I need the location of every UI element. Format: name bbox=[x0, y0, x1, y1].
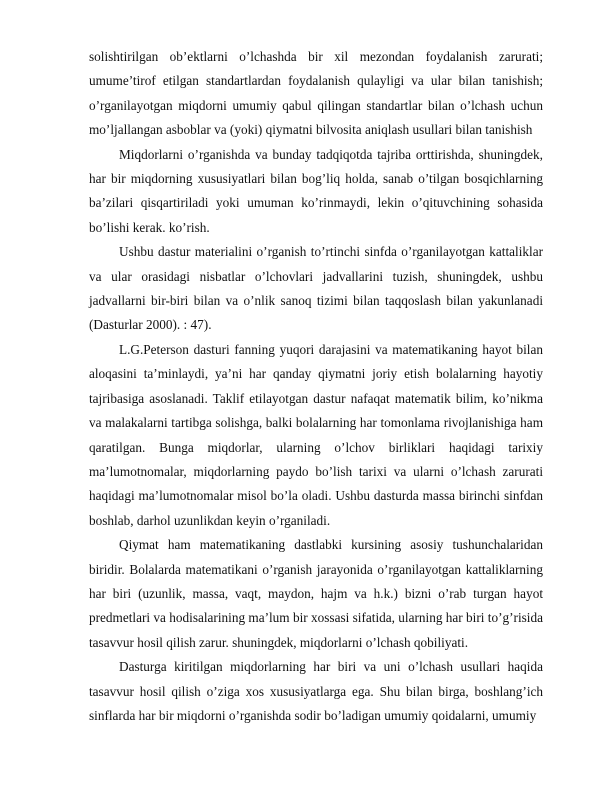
paragraph-5: Qiymat ham matematikaning dastlabki kursining asosiy tushunchalaridan biridir. Bolalarda matematikani o’rganish jarayonida o’rganilayotgan kattaliklarning har biri (uzunlik, massa, vaqt, maydon, hajm va h.k.) bizni o’rab turgan hayot predmetlari va hodisalarining ma’lum bir xossasi sifatida, ularning har biri to’g’risida tasavvur hosil qilish zarur. shuningdek, miqdorlarni o’lchash qobiliyati. bbox=[89, 537, 543, 650]
paragraph-2: Miqdorlarni o’rganishda va bunday tadqiqotda tajriba orttirishda, shuningdek, har bir miqdorning xususiyatlari bilan bog’liq holda, sanab o’tilgan bosqichlarning ba’zilari qisqartiriladi yoki umuman ko’rinmaydi, lekin o’qituvchining sohasida bo’lishi kerak. ko’rish. bbox=[89, 146, 543, 235]
paragraph-1: solishtirilgan ob’ektlarni o’lchashda bir xil mezondan foydalanish zarurati; umume’tirof etilgan standartlardan foydalanish qulayligi va ular bilan tanishish; o’rganilayotgan miqdorni umumiy qabul qilingan standartlar bilan o’lchash uchun mo’ljallangan asboblar va (yoki) qiymatni bilvosita aniqlash usullari bilan tanishish bbox=[89, 49, 543, 138]
paragraph-3: Ushbu dastur materialini o’rganish to’rtinchi sinfda o’rganilayotgan kattaliklar va ular orasidagi nisbatlar o’lchovlari jadvallarini tuzish, shuningdek, ushbu jadvallarni bir-biri bilan va o’nlik sanoq tizimi bilan taqqoslash bilan yakunlanadi (Dasturlar 2000). : 47). bbox=[89, 244, 543, 333]
paragraph-4: L.G.Peterson dasturi fanning yuqori darajasini va matematikaning hayot bilan aloqasini ta’minlaydi, ya’ni har qanday qiymatni joriy etish bolalarning hayotiy tajribasiga asoslanadi. Taklif etilayotgan dastur nafaqat matematik bilim, ko’nikma va malakalarni tartibga solishga, balki bolalarning har tomonlama rivojlanishiga ham qaratilgan. Bunga miqdorlar, ularning o’lchov birliklari haqidagi tarixiy ma’lumotnomalar, miqdorlarning paydo bo’lish tarixi va ularni o’lchash zarurati haqidagi ma’lumotnomalar misol bo’la oladi. Ushbu dasturda massa birinchi sinfdan boshlab, darhol uzunlikdan keyin o’rganiladi. bbox=[89, 341, 543, 528]
body-text bbox=[89, 45, 543, 728]
paragraph-6: Dasturga kiritilgan miqdorlarning har biri va uni o’lchash usullari haqida tasavvur hosil qilish o’ziga xos xususiyatlarga ega. Shu bilan birga, boshlang’ich sinflarda har bir miqdorni o’rganishda sodir bo’ladigan umumiy qoidalarni, umumiy bbox=[89, 659, 543, 723]
